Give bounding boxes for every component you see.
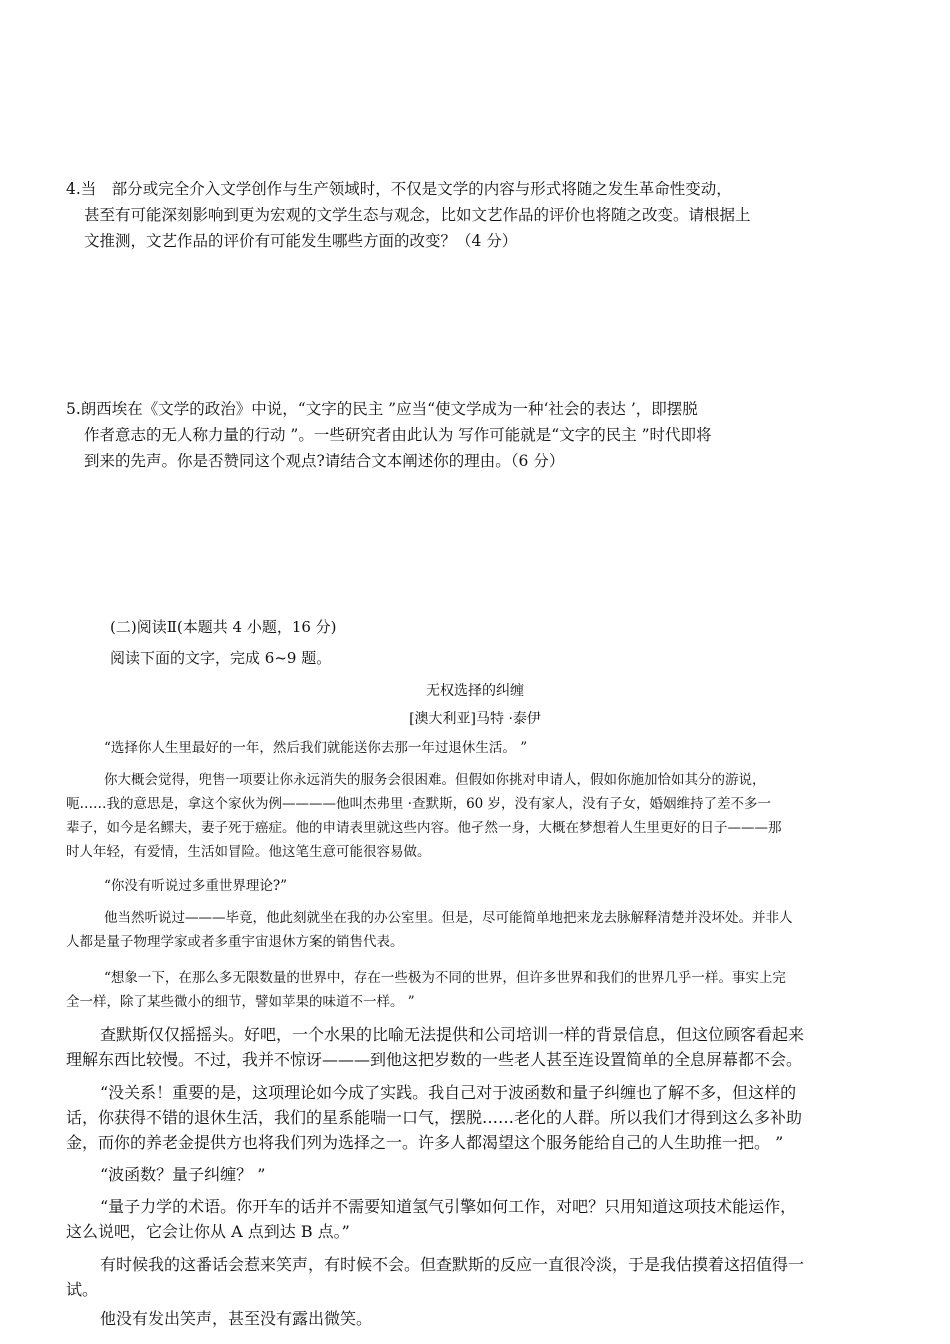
story-paragraph: “想象一下，在那么多无限数量的世界中，存在一些极为不同的世界，但许多世界和我们的世界几乎一样。事实上完 (104, 970, 786, 986)
story-paragraph: 呃……我的意思是，拿这个家伙为例————他叫杰弗里 ·查默斯，60 岁，没有家人，没有子女，婚姻维持了差不多一 (66, 796, 772, 812)
story-paragraph: “选择你人生里最好的一年，然后我们就能送你去那一年过退休生活。 ” (104, 740, 528, 756)
question-text: 文推测，文艺作品的评价有可能发生哪些方面的改变？（4 分） (84, 232, 518, 250)
story-author: [澳大利亚]马特 ·泰伊 (409, 711, 541, 727)
question-5 (66, 396, 886, 474)
question-text: 甚至有可能深刻影响到更为宏观的文学生态与观念，比如文艺作品的评价也将随之改变。请根据上 (84, 206, 751, 224)
story-paragraph: 金，而你的养老金提供方也将我们列为选择之一。许多人都渴望这个服务能给自己的人生助推一把。 ” (66, 1133, 784, 1152)
story-paragraph: “量子力学的术语。你开车的话并不需要知道氢气引擎如何工作，对吧？只用知道这项技术能运作， (100, 1197, 797, 1216)
story-paragraph: 这么说吧，它会让你从 A 点到达 B 点。” (66, 1222, 350, 1241)
story-title: 无权选择的纠缠 (426, 683, 524, 699)
question-4 (66, 176, 886, 254)
section-instruction: 阅读下面的文字，完成 6~9 题。 (110, 649, 332, 667)
story-paragraph: “没关系！重要的是，这项理论如今成了实践。我自己对于波函数和量子纠缠也了解不多，但这样的 (100, 1083, 797, 1102)
story-paragraph: 试。 (66, 1280, 99, 1299)
question-text: 作者意志的无人称力量的行动 ”。一些研究者由此认为 写作可能就是“文字的民主 ”时代即将 (84, 426, 712, 444)
story-paragraph: “你没有听说过多重世界理论?” (104, 878, 288, 894)
story-paragraph: 有时候我的这番话会惹来笑声，有时候不会。但查默斯的反应一直很冷淡，于是我估摸着这招值得一 (100, 1255, 805, 1274)
story-paragraph: 理解东西比较慢。不过，我并不惊讶———到他这把岁数的一些老人甚至连设置简单的全息屏幕都不会。 (66, 1050, 803, 1069)
story-paragraph: 人都是量子物理学家或者多重宇宙退休方案的销售代表。 (66, 934, 404, 950)
story-paragraph: 全一样，除了某些微小的细节，譬如苹果的味道不一样。 ” (66, 994, 415, 1010)
story-paragraph: “波函数？量子纠缠？ ” (100, 1165, 266, 1184)
story-paragraph: 他没有发出笑声，甚至没有露出微笑。 (100, 1309, 373, 1328)
story-paragraph: 辈子，如今是名鳏夫，妻子死于癌症。他的申请表里就这些内容。他孑然一身，大概在梦想着人生里更好的日子———那 (66, 820, 782, 836)
story-paragraph: 时人年轻，有爱情，生活如冒险。他这笔生意可能很容易做。 (66, 844, 431, 860)
question-text: 当 部分或完全介入文学创作与生产领域时，不仅是文学的内容与形式将随之发生革命性变动， (80, 180, 732, 198)
question-text: 朗西埃在《文学的政治》中说，“文字的民主 ”应当“使文学成为一种‘社会的表达 ’，即摆脱 (80, 400, 698, 418)
story-paragraph: 话，你获得不错的退休生活，我们的星系能喘一口气，摆脱……老化的人群。所以我们才得到这么多补助 (66, 1108, 803, 1127)
question-number: 4. (66, 180, 81, 198)
question-text: 到来的先声。你是否赞同这个观点?请结合文本阐述你的理由。（6 分） (84, 452, 565, 470)
question-number: 5. (66, 400, 81, 418)
story-paragraph: 查默斯仅仅摇摇头。好吧，一个水果的比喻无法提供和公司培训一样的背景信息，但这位顾客看起来 (100, 1025, 805, 1044)
section-heading: (二)阅读Ⅱ(本题共 4 小题，16 分) (110, 618, 337, 636)
story-paragraph: 他当然听说过———毕竟，他此刻就坐在我的办公室里。但是，尽可能简单地把来龙去脉解释清楚并没坏处。并非人 (104, 910, 793, 926)
story-paragraph: 你大概会觉得，兜售一项要让你永远消失的服务会很困难。但假如你挑对申请人，假如你施加恰如其分的游说， (104, 772, 766, 788)
